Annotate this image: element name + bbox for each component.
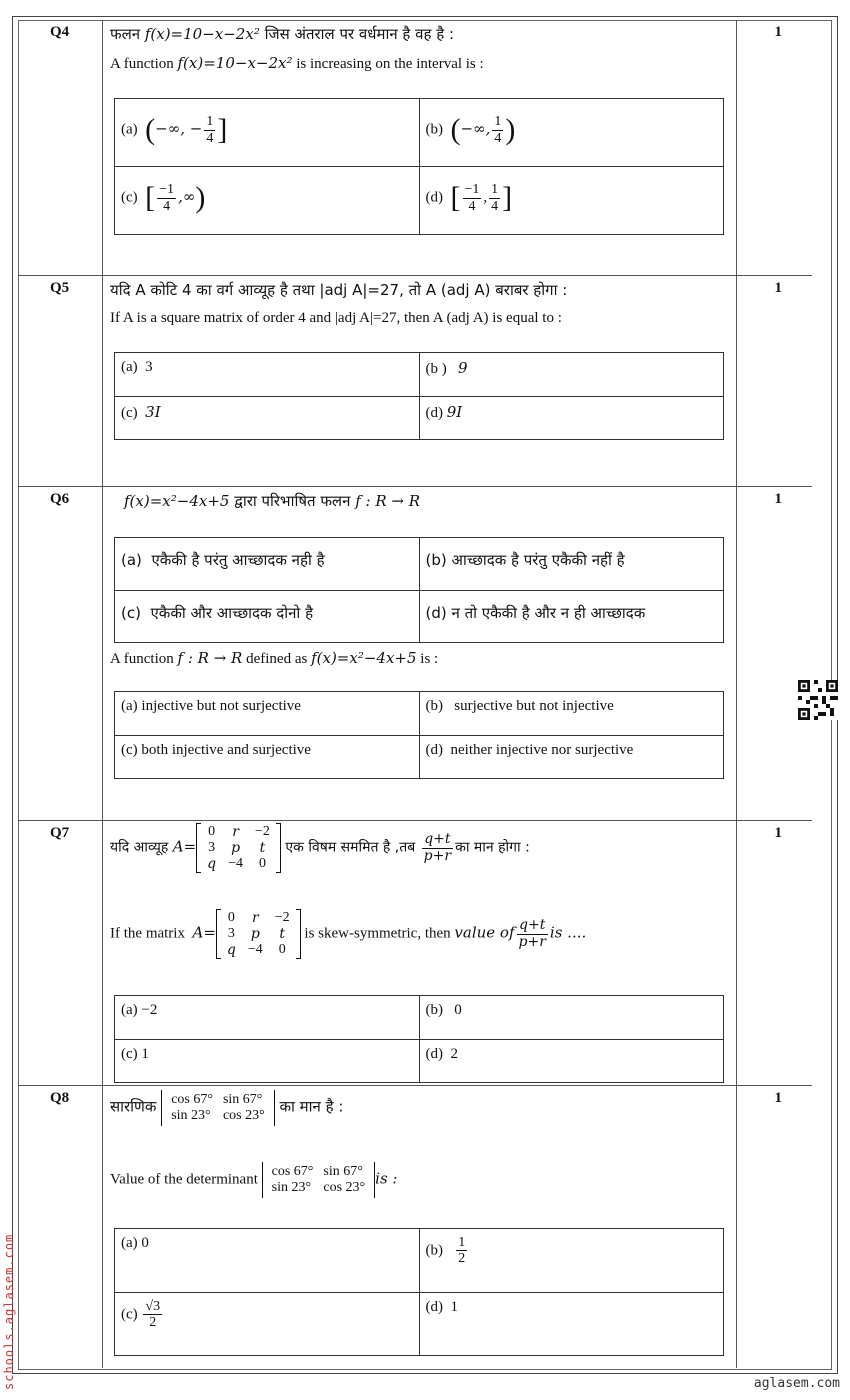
option-a: (a) (−∞, − $\frac{1}{4}$ ] <box>115 99 420 167</box>
question-hindi: सारणिक cos 67° sin 67° sin 23° cos 23° का मान है : <box>110 1090 343 1126</box>
question-english: A function f(x)=10−x−2x² is increasing on the interval is : <box>110 54 484 72</box>
option-a: (a) −2 <box>115 996 420 1040</box>
option-d: (d) 9I <box>419 396 724 440</box>
question-row-q5 <box>18 276 812 487</box>
footer-text: aglasem.com <box>753 1376 840 1391</box>
option-c: (c) 3I <box>115 396 420 440</box>
option-b: (b ) 9 <box>419 353 724 397</box>
option-b: (b) $\frac{1}{2}$ <box>419 1229 724 1293</box>
hindi-options-table <box>114 537 724 643</box>
options-table <box>114 98 724 235</box>
question-english: A function f : R → R defined as f(x)=x²−4x+5 is : <box>110 649 439 667</box>
question-english: If A is a square matrix of order 4 and |adj A|=27, then A (adj A) is equal to : <box>110 310 562 326</box>
question-row-q6 <box>18 487 812 821</box>
question-number: Q7 <box>50 825 70 841</box>
question-hindi: f(x)=x²−4x+5 द्वारा परिभाषित फलन f : R → R <box>124 492 421 510</box>
option-a: (a) 0 <box>115 1229 420 1293</box>
question-marks: 1 <box>774 825 782 841</box>
matrix-a: 0 r −2 3 p t q −4 0 <box>216 909 301 959</box>
option-d: (d) 2 <box>419 1039 724 1083</box>
option-a: (a) 3 <box>115 353 420 397</box>
option-a: (a) injective but not surjective <box>115 692 420 736</box>
question-row-q4 <box>18 20 812 276</box>
qr-code-icon <box>798 680 838 720</box>
question-number: Q8 <box>50 1090 70 1106</box>
options-table <box>114 1228 724 1356</box>
option-d: (d) [ $\frac{-1}{4}$ , $\frac{1}{4}$ ] <box>419 167 724 235</box>
hindi-option-c: (c) एकैकी और आच्छादक दोनो है <box>115 590 420 643</box>
option-d: (d) neither injective nor surjective <box>419 735 724 779</box>
question-number: Q4 <box>50 24 70 40</box>
options-table <box>114 995 724 1083</box>
options-table <box>114 352 724 440</box>
question-number: Q5 <box>50 280 70 296</box>
option-b: (b) surjective but not injective <box>419 692 724 736</box>
question-row-q8 <box>18 1086 812 1368</box>
hindi-option-a: (a) एकैकी है परंतु आच्छादक नही है <box>115 538 420 591</box>
side-watermark: schools.aglasem.com <box>2 1233 16 1390</box>
matrix-a: 0 r −2 3 p t q −4 0 <box>196 823 281 873</box>
determinant: cos 67° sin 67° sin 23° cos 23° <box>161 1090 275 1126</box>
question-row-q7 <box>18 821 812 1086</box>
question-number: Q6 <box>50 491 70 507</box>
option-c: (c) [ $\frac{-1}{4}$ ,∞) <box>115 167 420 235</box>
option-d: (d) 1 <box>419 1292 724 1356</box>
option-c: (c) both injective and surjective <box>115 735 420 779</box>
question-hindi: फलन f(x)=10−x−2x² जिस अंतराल पर वर्धमान है वह है : <box>110 25 455 43</box>
question-hindi: यदि A कोटि 4 का वर्ग आव्यूह है तथा |adj A|=27, तो A (adj A) बराबर होगा : <box>110 281 568 299</box>
question-marks: 1 <box>774 280 782 296</box>
question-hindi: यदि आव्यूह A= 0 r −2 3 p t q −4 0 एक विषम सममित है ,तब $\frac{q+t}{p+r}$ का मान होगा : <box>110 824 530 872</box>
option-c: (c) $\frac{√3}{2}$ <box>115 1292 420 1356</box>
option-b: (b) (−∞, $\frac{1}{4}$ ) <box>419 99 724 167</box>
option-b: (b) 0 <box>419 996 724 1040</box>
options-table <box>114 691 724 779</box>
determinant: cos 67° sin 67° sin 23° cos 23° <box>262 1162 376 1198</box>
question-marks: 1 <box>774 24 782 40</box>
question-marks: 1 <box>774 1090 782 1106</box>
hindi-option-d: (d) न तो एकैकी है और न ही आच्छादक <box>419 590 724 643</box>
hindi-option-b: (b) आच्छादक है परंतु एकैकी नहीं है <box>419 538 724 591</box>
question-marks: 1 <box>774 491 782 507</box>
question-english: If the matrix A= 0 r −2 3 p t q −4 0 is skew-symmetric, then value of $\frac{q+t}{p+r}$ is .... <box>110 910 587 958</box>
question-english: Value of the determinant cos 67° sin 67° sin 23° cos 23° is : <box>110 1162 397 1198</box>
option-c: (c) 1 <box>115 1039 420 1083</box>
